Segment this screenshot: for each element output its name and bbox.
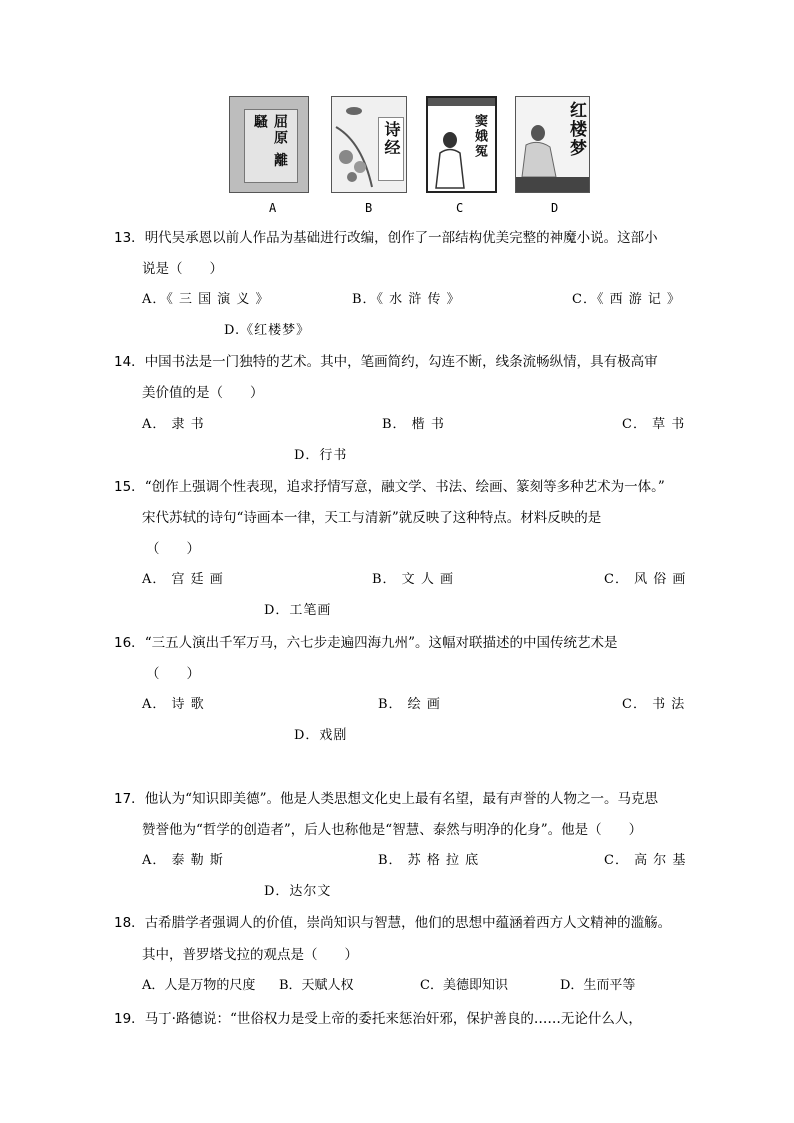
option-c: C． 书 法 xyxy=(622,697,686,712)
option-a: A． 诗 歌 xyxy=(142,697,205,712)
option-d: D.《红楼梦》 xyxy=(224,323,311,338)
question-number: 14． xyxy=(114,354,145,370)
option-a: A． 宫 廷 画 xyxy=(142,572,224,587)
question-text: 宋代苏轼的诗句“诗画本一律，天工与清新”就反映了这种特点。材料反映的是 xyxy=(142,510,602,526)
question-number: 19． xyxy=(114,1011,145,1027)
option-d: D．生而平等 xyxy=(560,978,636,993)
question-text: （ ） xyxy=(146,666,200,682)
question-number: 17． xyxy=(114,791,145,807)
option-c: C． 风 俗 画 xyxy=(604,572,687,587)
option-b: B． 绘 画 xyxy=(378,697,441,712)
option-b: B．天赋人权 xyxy=(279,978,354,993)
question-text: 明代吴承恩以前人作品为基础进行改编，创作了一部结构优美完整的神魔小说。这部小 xyxy=(144,230,658,246)
question-13 xyxy=(114,229,658,247)
book-covers-row xyxy=(0,96,794,196)
option-a: A． 隶 书 xyxy=(142,417,205,432)
option-c: C．《 西 游 记 》 xyxy=(572,292,681,307)
question-text: 中国书法是一门独特的艺术。其中，笔画简约，勾连不断，线条流畅纵情，具有极高审 xyxy=(144,354,658,370)
option-b: B． 文 人 画 xyxy=(372,572,454,587)
question-number: 15． xyxy=(114,479,145,495)
question-text: 马丁·路德说：“世俗权力是受上帝的委托来惩治奸邪，保护善良的……无论什么人， xyxy=(144,1011,642,1027)
option-b: B． 苏 格 拉 底 xyxy=(378,853,480,868)
question-14 xyxy=(114,353,658,371)
option-c: C．美德即知识 xyxy=(420,978,508,993)
lisao-cover-image xyxy=(229,96,309,193)
option-a: A．人是万物的尺度 xyxy=(142,978,256,993)
question-text: 古希腊学者强调人的价值，崇尚知识与智慧，他们的思想中蕴涵着西方人文精神的滥觞。 xyxy=(144,915,672,931)
question-17 xyxy=(114,790,658,808)
image-label-b: B xyxy=(365,201,373,215)
question-number: 18． xyxy=(114,915,145,931)
hongloumeng-cover-image xyxy=(515,96,590,193)
option-d: D．戏剧 xyxy=(294,728,348,743)
option-c: C． 高 尔 基 xyxy=(604,853,687,868)
option-d: D．达尔文 xyxy=(264,884,332,899)
question-text: 其中，普罗塔戈拉的观点是（ ） xyxy=(142,947,358,963)
question-text: 说是（ ） xyxy=(142,261,223,277)
shijing-cover-image xyxy=(331,96,407,193)
cover-title: 诗经 xyxy=(382,121,401,157)
image-label-a: A xyxy=(269,201,277,215)
cover-title: 红楼梦 xyxy=(566,101,586,158)
question-text: （ ） xyxy=(146,541,200,557)
option-a: A．《 三 国 演 义 》 xyxy=(142,292,270,307)
option-a: A． 泰 勒 斯 xyxy=(142,853,224,868)
question-number: 13． xyxy=(114,230,145,246)
question-text: “三五人演出千军万马，六七步走遍四海九州”。这幅对联描述的中国传统艺术是 xyxy=(144,635,618,651)
question-text: 美价值的是（ ） xyxy=(142,385,264,401)
question-text: 赞誉他为“哲学的创造者”，后人也称他是“智慧、泰然与明净的化身”。他是（ ） xyxy=(142,822,643,838)
option-d: D．工笔画 xyxy=(264,603,332,618)
question-19 xyxy=(114,1010,642,1028)
question-16 xyxy=(114,634,618,652)
option-d: D．行书 xyxy=(294,448,348,463)
question-15 xyxy=(114,478,665,496)
question-18 xyxy=(114,914,671,932)
question-text: 他认为“知识即美德”。他是人类思想文化史上最有名望，最有声誉的人物之一。马克思 xyxy=(144,791,658,807)
option-b: B．《 水 浒 传 》 xyxy=(352,292,461,307)
question-text: “创作上强调个性表现，追求抒情写意，融文学、书法、绘画、篆刻等多种艺术为一体。” xyxy=(144,479,665,495)
image-label-c: C xyxy=(456,201,464,215)
cover-title: 屈原 離騷 xyxy=(252,114,288,169)
question-number: 16． xyxy=(114,635,145,651)
option-c: C． 草 书 xyxy=(622,417,686,432)
option-b: B． 楷 书 xyxy=(382,417,445,432)
douewan-cover-image xyxy=(426,96,497,193)
image-label-d: D xyxy=(551,201,559,215)
cover-title: 窦娥冤 xyxy=(472,114,487,159)
